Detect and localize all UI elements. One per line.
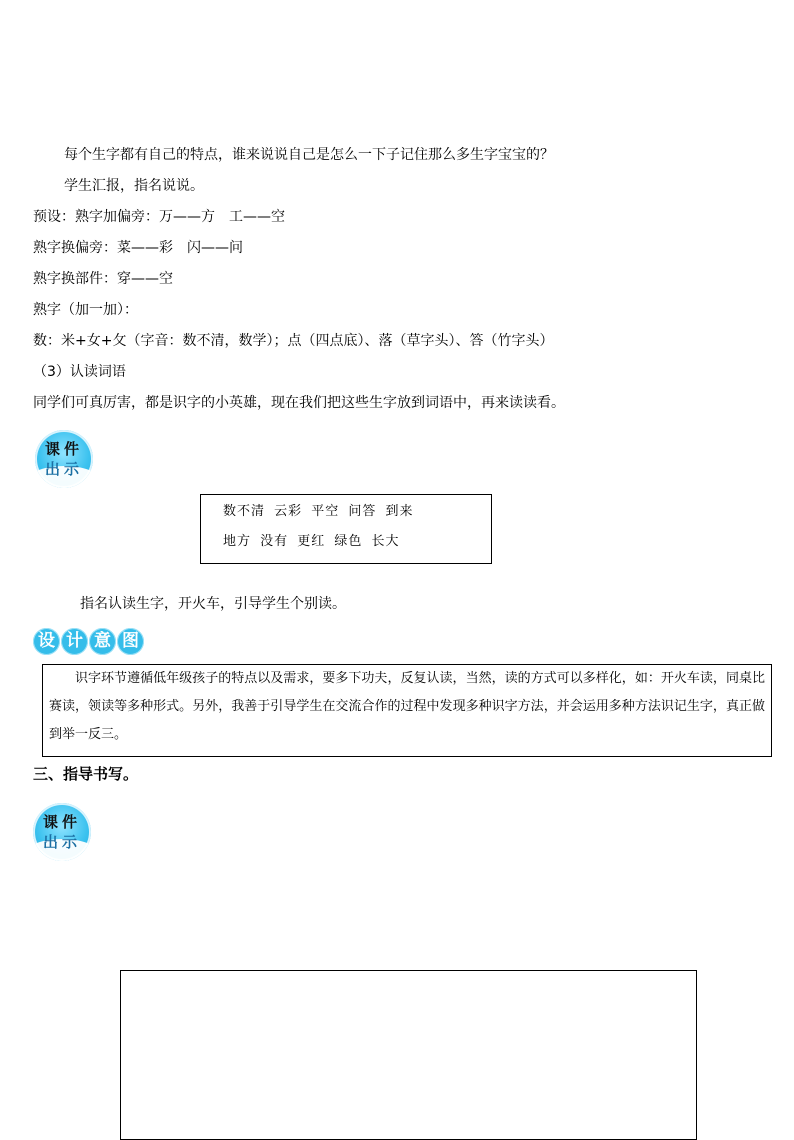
courseware-badge-icon-2 — [33, 803, 91, 861]
design-intent-title — [33, 628, 144, 656]
paragraph-intro: 每个生字都有自己的特点，谁来说说自己是怎么一下子记住那么多生字宝宝的？ — [64, 147, 554, 163]
design-intent-text: 识字环节遵循低年级孩子的特点以及需求，要多下功夫，反复认读，当然，读的方式可以多样化，如：开火车读，同桌比赛读，领读等多种形式。另外，我善于引导学生在交流合作的过程中发现多种识字方法，并会运用多种方法识记生字，真正做到举一反三。 — [49, 671, 765, 742]
paragraph-change-part: 熟字换部件：穿——空 — [33, 271, 173, 287]
paragraph-preset: 预设：熟字加偏旁：万——方 工——空 — [33, 209, 285, 225]
paragraph-report: 学生汇报，指名说说。 — [64, 178, 204, 194]
writing-box — [120, 970, 697, 1140]
design-title-char-4: 图 — [117, 628, 144, 655]
paragraph-shu: 数：米+女+攵（字音：数不清，数学）；点（四点底）、落（草字头）、答（竹字头） — [33, 333, 554, 349]
paragraph-subheading: （3）认读词语 — [33, 364, 126, 380]
paragraph-change-radical: 熟字换偏旁：菜——彩 闪——问 — [33, 240, 243, 256]
badge2-line1: 课件 — [42, 813, 81, 831]
badge-line1: 课件 — [44, 440, 83, 458]
badge2-line2: 出示 — [42, 833, 81, 851]
badge-line2: 出示 — [44, 460, 83, 478]
section-heading: 三、指导书写。 — [33, 765, 139, 783]
design-title-char-1: 设 — [33, 628, 60, 655]
courseware-badge-icon — [35, 430, 93, 488]
design-title-char-3: 意 — [89, 628, 116, 655]
word-box — [200, 494, 492, 564]
paragraph-add: 熟字（加一加）： — [33, 302, 138, 318]
design-title-char-2: 计 — [61, 628, 88, 655]
design-intent-box — [42, 664, 772, 757]
word-row-2: 地方 没有 更红 绿色 长大 — [223, 534, 400, 549]
paragraph-words-intro: 同学们可真厉害，都是识字的小英雄，现在我们把这些生字放到词语中，再来读读看。 — [33, 395, 565, 411]
paragraph-train-reading: 指名认读生字，开火车，引导学生个别读。 — [80, 596, 346, 612]
word-row-1: 数不清 云彩 平空 问答 到来 — [223, 504, 414, 519]
